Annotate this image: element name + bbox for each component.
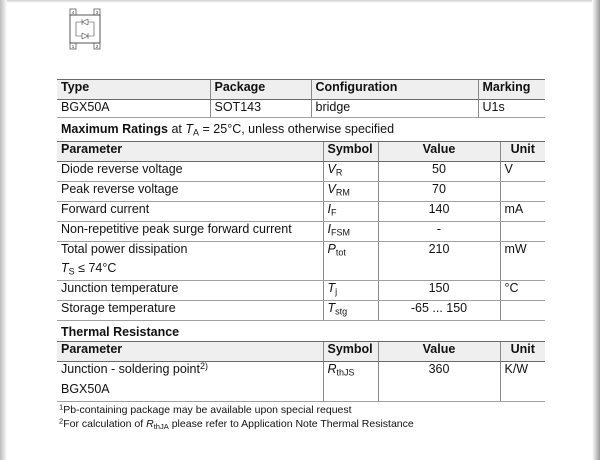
unit-header: Unit (500, 342, 545, 362)
footnote-1: $^1$Pb-containing package may be available upon special request (59, 402, 352, 416)
thermal-heading: Thermal Resistance (61, 325, 180, 339)
param-header: Parameter (57, 142, 323, 162)
table-row: Forward current $I_F$ 140 mA (57, 202, 545, 222)
pin-label: 3 (95, 10, 99, 15)
package-header: Package (210, 80, 311, 100)
table-row: Diode reverse voltage $V_R$ 50 V (57, 162, 545, 182)
table-row: Junction temperature $T_j$ 150 °C (57, 281, 545, 301)
pin-label: 2 (95, 44, 99, 49)
page-left-shadow (0, 0, 7, 460)
package-pinout-diagram (62, 6, 108, 52)
configuration-value: bridge (311, 100, 478, 118)
table-row: Total power dissipation $T_S \le 74^\circ C$ $P_{tot}$ 210 mW (57, 242, 545, 281)
footnote-2: $^2$For calculation of $R_{thJA}$ please refer to Application Note Thermal Resistance (59, 416, 414, 431)
value-header: Value (378, 342, 500, 362)
param-header: Parameter (57, 342, 323, 362)
page-top-shadow (0, 0, 600, 3)
unit-header: Unit (500, 142, 545, 162)
symbol-header: Symbol (323, 142, 378, 162)
package-value: SOT143 (210, 100, 311, 118)
table-row: Junction - soldering point$^{2)}$ BGX50A $R_{thJS}$ 360 K/W (57, 362, 545, 402)
configuration-header: Configuration (311, 80, 478, 100)
pin-label: 4 (71, 10, 75, 15)
page-right-shadow (592, 0, 600, 460)
diode-bridge-symbol (76, 19, 94, 39)
value-header: Value (378, 142, 500, 162)
pin-label: 1 (71, 44, 75, 49)
type-table (57, 79, 545, 118)
marking-header: Marking (478, 80, 545, 100)
thermal-table (57, 341, 545, 402)
symbol-header: Symbol (323, 342, 378, 362)
table-row: Storage temperature $T_{stg}$ -65 ... 150 (57, 301, 545, 321)
type-header: Type (57, 80, 210, 100)
type-value: BGX50A (57, 100, 210, 118)
max-ratings-heading: Maximum Ratings at $T_A = 25^\circ C$, unless otherwise specified (61, 122, 395, 138)
table-row: Non-repetitive peak surge forward current $I_{FSM}$ - (57, 222, 545, 242)
table-row: Peak reverse voltage $V_{RM}$ 70 (57, 182, 545, 202)
max-ratings-table (57, 141, 545, 321)
marking-value: U1s (478, 100, 545, 118)
